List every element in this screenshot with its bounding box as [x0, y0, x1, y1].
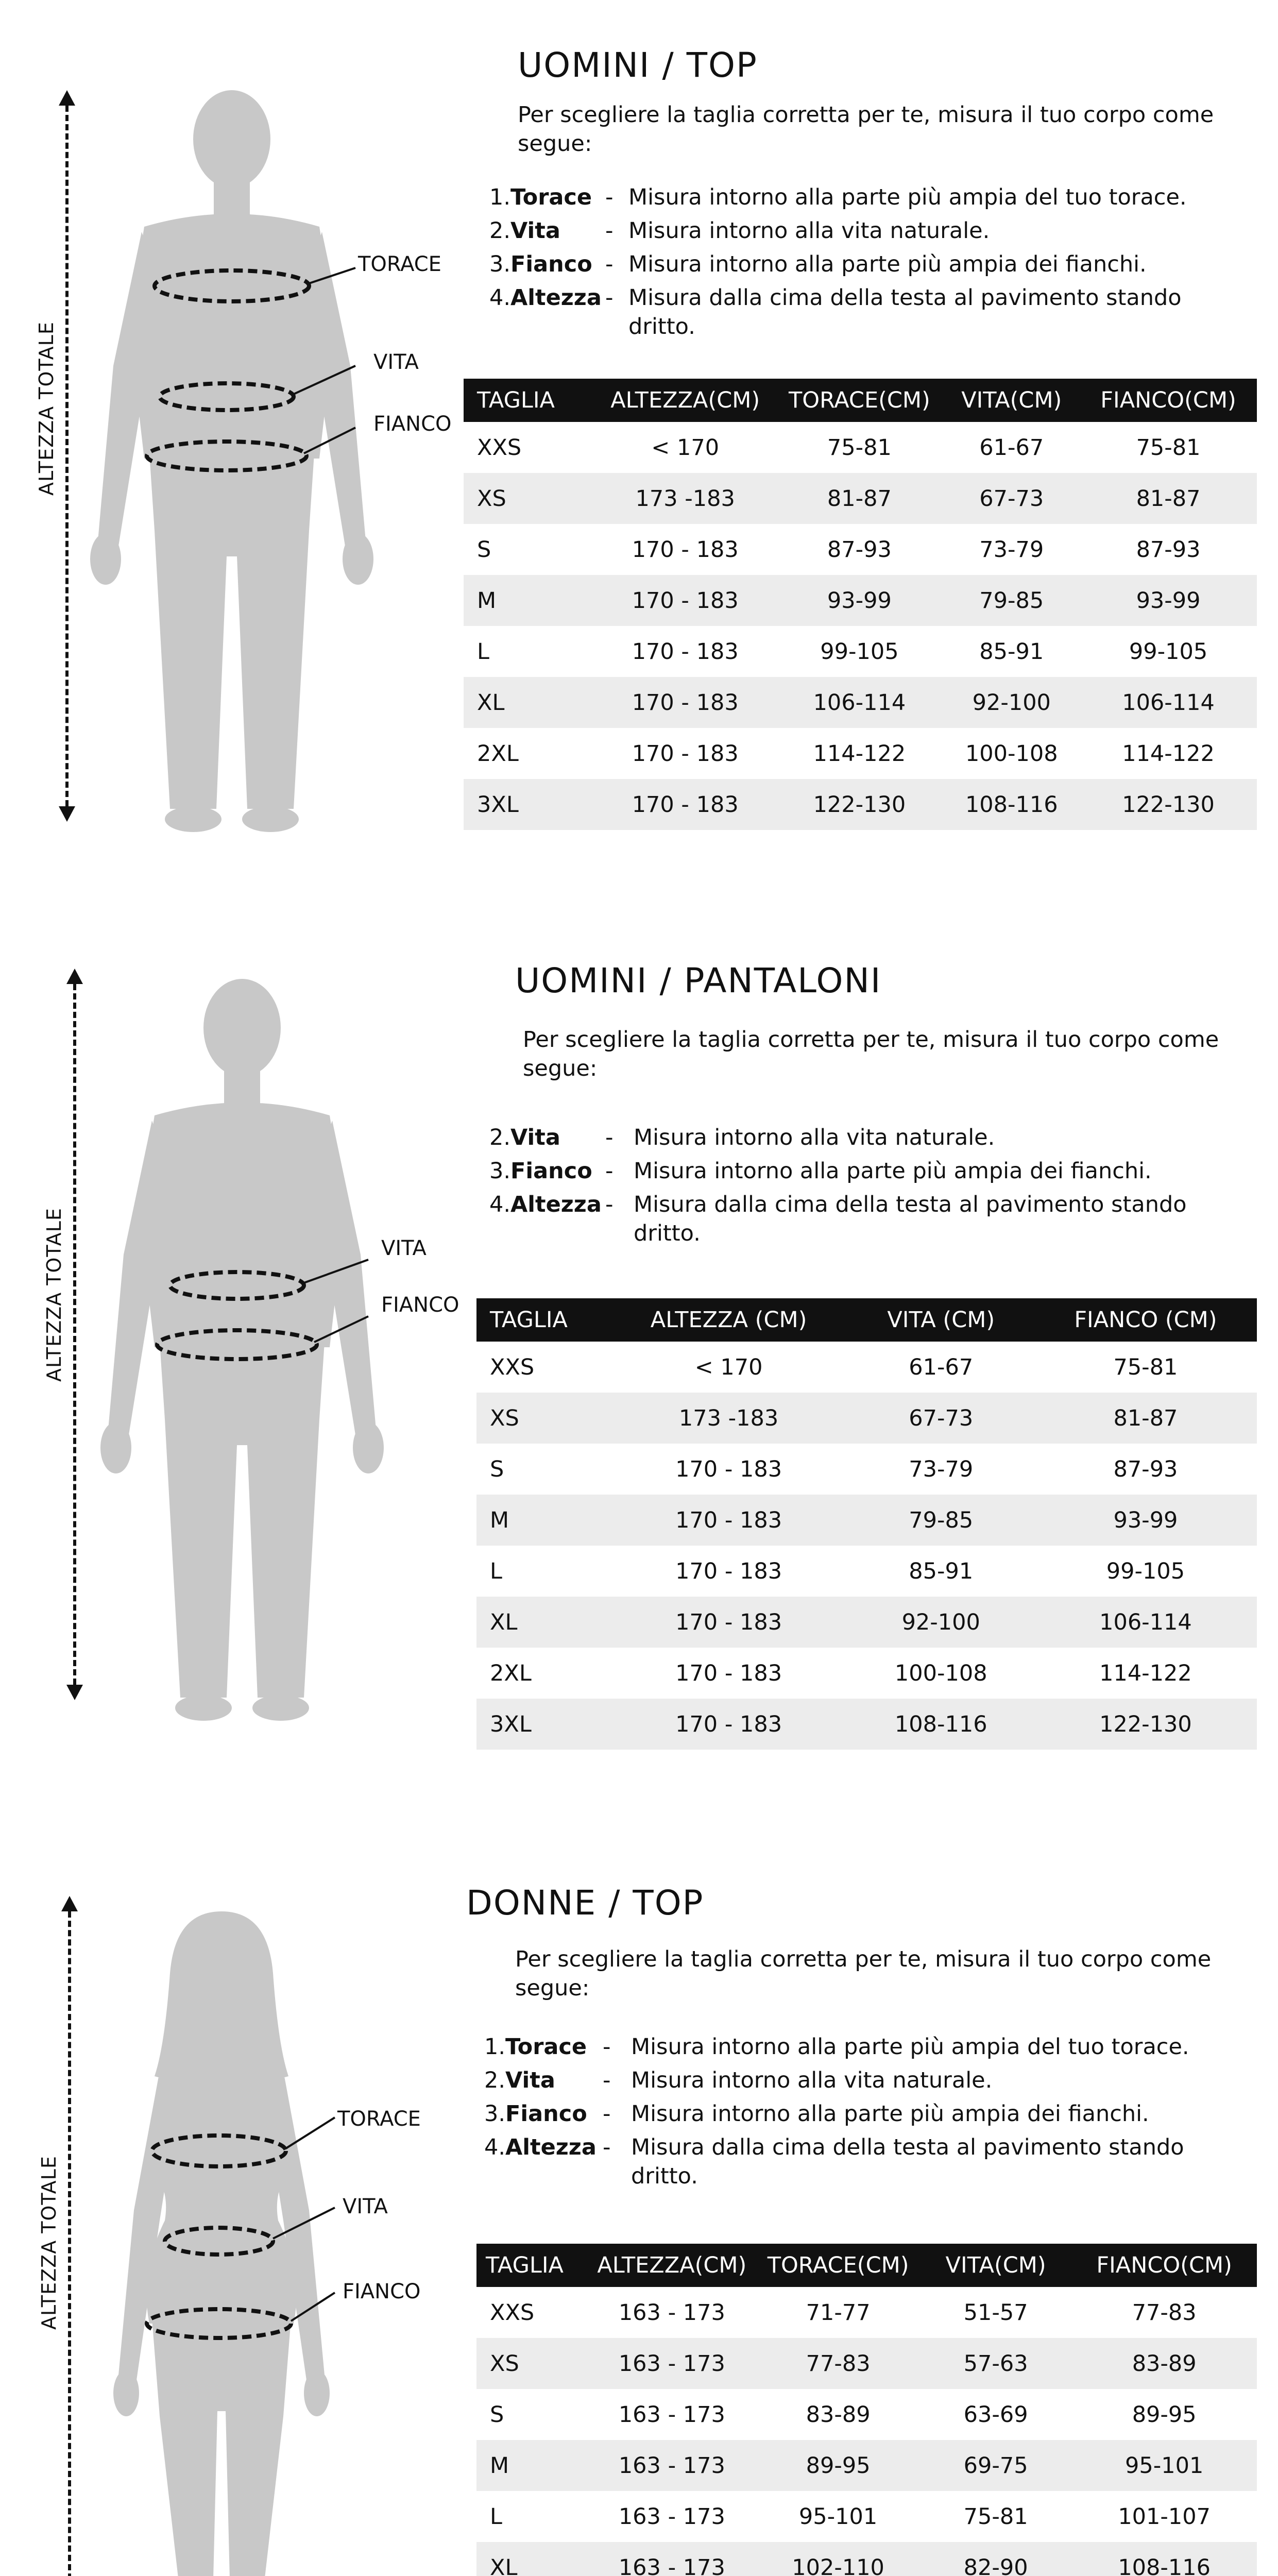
table-cell: 87-93 [1136, 536, 1201, 563]
table-cell: 63-69 [963, 2401, 1028, 2428]
table-cell: 170 - 183 [675, 1660, 782, 1686]
table-cell: 163 - 173 [587, 2440, 756, 2491]
table-cell: 99-105 [1106, 1558, 1185, 1584]
table-cell: 173 -183 [595, 473, 775, 524]
section-donne-top [0, 1855, 1278, 2576]
table-cell: S [490, 2401, 504, 2428]
table-cell: 85-91 [979, 638, 1044, 665]
measure-desc: Misura intorno alla parte più ampia del tuo torace. [628, 184, 1187, 210]
table-cell: 92-100 [848, 1597, 1034, 1648]
height-arrow-top [61, 1896, 78, 1911]
measure-name: Torace [505, 2034, 587, 2060]
table-cell: 81-87 [775, 473, 943, 524]
table-cell: 3XL [476, 1699, 610, 1750]
col-header: TAGLIA [476, 1298, 610, 1342]
table-cell: 77-83 [756, 2338, 920, 2389]
table-cell: 81-87 [1034, 1393, 1257, 1444]
label-fianco: FIANCO [343, 2280, 421, 2303]
table-cell: M [464, 575, 595, 626]
size-table [464, 379, 1257, 830]
label-fianco: FIANCO [381, 1293, 459, 1317]
label-vita: VITA [381, 1236, 427, 1260]
measure-desc: Misura dalla cima della testa al pavimento stando dritto. [634, 1192, 1187, 1246]
measure-desc: Misura dalla cima della testa al pavimento stando dritto. [631, 2134, 1184, 2189]
table-cell: 73-79 [909, 1456, 974, 1482]
table-cell: 170 - 183 [675, 1558, 782, 1584]
altezza-totale-label: ALTEZZA TOTALE [38, 2156, 60, 2330]
table-cell: 122-130 [1080, 779, 1257, 830]
table-row [476, 2542, 1257, 2576]
height-arrow-bottom [66, 1685, 83, 1700]
table-cell: 106-114 [1080, 677, 1257, 728]
table-cell: 83-89 [806, 2401, 871, 2428]
table-row [476, 2389, 1257, 2440]
table-cell: 73-79 [979, 536, 1044, 563]
col-header: TORACE(CM) [756, 2244, 920, 2287]
measure-desc: Misura dalla cima della testa al pavimento stando dritto. [628, 285, 1182, 340]
table-cell: 75-81 [827, 434, 892, 461]
table-cell: 163 - 173 [587, 2338, 756, 2389]
table-cell: 114-122 [1122, 740, 1215, 767]
table-cell: 67-73 [848, 1393, 1034, 1444]
table-cell: 89-95 [756, 2440, 920, 2491]
table-cell: M [476, 2440, 587, 2491]
col-header: VITA (CM) [848, 1298, 1034, 1342]
measure-desc: Misura intorno alla parte più ampia dei fianchi. [628, 251, 1147, 277]
intro-text: Per scegliere la taglia corretta per te, misura il tuo corpo come segue: [515, 1946, 1212, 2001]
table-row [476, 2491, 1257, 2542]
table-row [476, 1546, 1257, 1597]
table-cell: 51-57 [963, 2299, 1028, 2326]
col-header: ALTEZZA(CM) [587, 2244, 756, 2287]
measure-item: 4.Altezza - Misura dalla cima della testa al pavimento stando dritto. [489, 283, 1262, 317]
measure-item: 2.Vita - Misura intorno alla vita naturale. [484, 2066, 1262, 2099]
col-header: TAGLIA [464, 379, 595, 422]
label-vita: VITA [373, 350, 419, 374]
height-arrow-bottom [59, 806, 75, 822]
col-header: FIANCO(CM) [1080, 379, 1257, 422]
table-cell: 67-73 [943, 473, 1080, 524]
measure-name: Vita [510, 218, 560, 244]
table-cell: 95-101 [1071, 2440, 1257, 2491]
height-arrow-line [65, 106, 69, 806]
table-cell: 87-93 [1113, 1456, 1178, 1482]
table-row [476, 1597, 1257, 1648]
size-table [476, 1298, 1257, 1750]
size-table [476, 2244, 1257, 2576]
measure-item: 1.Torace - Misura intorno alla parte più ampia del tuo torace. [489, 183, 1262, 216]
table-cell: 61-67 [979, 434, 1044, 461]
table-cell: 81-87 [1080, 473, 1257, 524]
measure-desc: Misura intorno alla vita naturale. [631, 2067, 993, 2093]
table-cell: 170 - 183 [595, 575, 775, 626]
table-row [476, 2287, 1257, 2338]
col-header: TORACE(CM) [775, 379, 943, 422]
table-row [476, 1444, 1257, 1495]
measure-name: Vita [505, 2067, 555, 2093]
table-cell: 83-89 [1071, 2338, 1257, 2389]
measure-desc: Misura intorno alla vita naturale. [628, 218, 990, 244]
table-cell: 108-116 [848, 1699, 1034, 1750]
table-cell: XS [476, 2338, 587, 2389]
table-cell: 108-116 [943, 779, 1080, 830]
intro-text: Per scegliere la taglia corretta per te, misura il tuo corpo come segue: [523, 1027, 1219, 1081]
table-cell: 170 - 183 [610, 1495, 848, 1546]
table-cell: 93-99 [1080, 575, 1257, 626]
table-header-row [476, 2244, 1257, 2287]
table-cell: 170 - 183 [632, 740, 739, 767]
table-row [464, 422, 1257, 473]
label-vita: VITA [343, 2195, 388, 2218]
col-header: FIANCO(CM) [1071, 2244, 1257, 2287]
measure-desc: Misura intorno alla parte più ampia dei fianchi. [634, 1158, 1152, 1184]
measure-item: 3.Fianco - Misura intorno alla parte più ampia dei fianchi. [489, 1157, 1262, 1190]
table-row [464, 779, 1257, 830]
col-header: ALTEZZA (CM) [610, 1298, 848, 1342]
measure-desc: Misura intorno alla parte più ampia dei fianchi. [631, 2101, 1149, 2127]
table-cell: 170 - 183 [595, 779, 775, 830]
table-cell: 77-83 [1132, 2299, 1197, 2326]
table-row [476, 1699, 1257, 1750]
table-cell: L [490, 2503, 502, 2530]
table-cell: 3XL [464, 779, 595, 830]
table-cell: L [477, 638, 489, 665]
table-row [476, 1648, 1257, 1699]
measure-name: Vita [510, 1125, 560, 1150]
table-cell: 173 -183 [610, 1393, 848, 1444]
measure-desc: Misura intorno alla parte più ampia del tuo torace. [631, 2034, 1189, 2060]
female-figure [88, 1901, 355, 2576]
table-row [464, 524, 1257, 575]
table-cell: 79-85 [848, 1495, 1034, 1546]
table-row [476, 1495, 1257, 1546]
table-cell: XS [464, 473, 595, 524]
table-cell: 93-99 [775, 575, 943, 626]
label-torace: TORACE [358, 252, 441, 276]
section-uomini-top [0, 0, 1278, 876]
table-cell: 114-122 [1099, 1660, 1192, 1686]
table-cell: 99-105 [1129, 638, 1208, 665]
altezza-totale-label: ALTEZZA TOTALE [43, 1208, 65, 1382]
table-cell: 100-108 [965, 740, 1058, 767]
table-cell: 163 - 173 [618, 2299, 725, 2326]
table-cell: 93-99 [1034, 1495, 1257, 1546]
measure-list [489, 1123, 1262, 1246]
col-header: VITA(CM) [920, 2244, 1071, 2287]
label-torace: TORACE [337, 2107, 421, 2131]
table-cell: 75-81 [963, 2503, 1028, 2530]
table-cell: 106-114 [1034, 1597, 1257, 1648]
measure-item: 1.Torace - Misura intorno alla parte più ampia del tuo torace. [484, 2032, 1262, 2066]
table-cell: 170 - 183 [595, 677, 775, 728]
col-header: ALTEZZA(CM) [595, 379, 775, 422]
table-cell: 75-81 [1136, 434, 1201, 461]
table-row [476, 2338, 1257, 2389]
table-row [464, 473, 1257, 524]
table-cell: 170 - 183 [610, 1699, 848, 1750]
section-title: UOMINI / PANTALONI [515, 961, 882, 1001]
table-cell: 99-105 [820, 638, 899, 665]
table-cell: 163 - 173 [618, 2401, 725, 2428]
measure-name: Fianco [510, 251, 592, 277]
table-cell: XXS [490, 2299, 535, 2326]
table-cell: M [476, 1495, 610, 1546]
table-row [476, 1342, 1257, 1393]
table-cell: S [490, 1456, 504, 1482]
table-cell: 163 - 173 [587, 2542, 756, 2576]
table-cell: 122-130 [775, 779, 943, 830]
table-cell: 82-90 [920, 2542, 1071, 2576]
table-cell: XL [464, 677, 595, 728]
table-cell: XL [476, 2542, 587, 2576]
table-cell: 79-85 [943, 575, 1080, 626]
measure-item: 4.Altezza - Misura dalla cima della testa al pavimento stando dritto. [484, 2133, 1262, 2166]
measure-name: Altezza [510, 1192, 602, 1217]
table-cell: 170 - 183 [632, 536, 739, 563]
table-cell: S [477, 536, 491, 563]
table-cell: 61-67 [909, 1354, 974, 1380]
measure-item: 3.Fianco - Misura intorno alla parte più ampia dei fianchi. [489, 250, 1262, 283]
measure-item: 4.Altezza - Misura dalla cima della testa al pavimento stando dritto. [489, 1190, 1262, 1224]
measure-desc: Misura intorno alla vita naturale. [634, 1125, 995, 1150]
table-cell: 95-101 [798, 2503, 878, 2530]
table-header-row [476, 1298, 1257, 1342]
table-cell: 170 - 183 [610, 1597, 848, 1648]
male-figure [77, 77, 386, 840]
table-cell: 57-63 [920, 2338, 1071, 2389]
table-cell: 71-77 [806, 2299, 871, 2326]
table-cell: 163 - 173 [618, 2503, 725, 2530]
table-cell: 100-108 [894, 1660, 987, 1686]
measure-list [484, 2032, 1262, 2189]
measure-name: Altezza [505, 2134, 597, 2160]
table-row [464, 728, 1257, 779]
height-arrow-line [68, 1911, 71, 2576]
label-fianco: FIANCO [373, 412, 452, 436]
male-figure [88, 966, 397, 1728]
table-cell: 170 - 183 [632, 638, 739, 665]
measure-item: 2.Vita - Misura intorno alla vita naturale. [489, 216, 1262, 250]
height-arrow-top [66, 969, 83, 984]
table-cell: 2XL [490, 1660, 532, 1686]
table-cell: 102-110 [756, 2542, 920, 2576]
table-cell: 89-95 [1132, 2401, 1197, 2428]
measure-name: Altezza [510, 285, 602, 311]
table-cell: 87-93 [827, 536, 892, 563]
table-row [464, 626, 1257, 677]
section-title: DONNE / TOP [466, 1883, 704, 1923]
table-row [464, 677, 1257, 728]
table-cell: 85-91 [909, 1558, 974, 1584]
table-cell: 170 - 183 [675, 1456, 782, 1482]
table-cell: 101-107 [1118, 2503, 1211, 2530]
measure-list [489, 183, 1262, 340]
table-cell: 92-100 [943, 677, 1080, 728]
table-cell: 106-114 [775, 677, 943, 728]
table-header-row [464, 379, 1257, 422]
altezza-totale-label: ALTEZZA TOTALE [35, 321, 58, 496]
table-cell: 114-122 [813, 740, 906, 767]
section-title: UOMINI / TOP [518, 45, 758, 85]
table-cell: 108-116 [1071, 2542, 1257, 2576]
table-cell: 69-75 [920, 2440, 1071, 2491]
measure-name: Fianco [510, 1158, 592, 1184]
table-row [476, 2440, 1257, 2491]
measure-name: Torace [510, 184, 592, 210]
table-cell: XS [476, 1393, 610, 1444]
table-row [476, 1393, 1257, 1444]
measure-item: 3.Fianco - Misura intorno alla parte più ampia dei fianchi. [484, 2099, 1262, 2133]
table-row [464, 575, 1257, 626]
table-cell: 2XL [477, 740, 519, 767]
measure-name: Fianco [505, 2101, 587, 2127]
table-cell: XXS [477, 434, 522, 461]
table-cell: < 170 [651, 434, 720, 461]
table-cell: XL [476, 1597, 610, 1648]
table-cell: 122-130 [1034, 1699, 1257, 1750]
height-arrow-top [59, 90, 75, 106]
col-header: VITA(CM) [943, 379, 1080, 422]
height-arrow-line [73, 984, 76, 1685]
table-cell: XXS [490, 1354, 535, 1380]
intro-text: Per scegliere la taglia corretta per te, misura il tuo corpo come segue: [518, 102, 1214, 157]
table-cell: 75-81 [1113, 1354, 1178, 1380]
col-header: TAGLIA [476, 2244, 587, 2287]
table-cell: < 170 [694, 1354, 763, 1380]
table-cell: L [490, 1558, 502, 1584]
col-header: FIANCO (CM) [1034, 1298, 1257, 1342]
section-uomini-pantaloni [0, 927, 1278, 1803]
measure-item: 2.Vita - Misura intorno alla vita naturale. [489, 1123, 1262, 1157]
